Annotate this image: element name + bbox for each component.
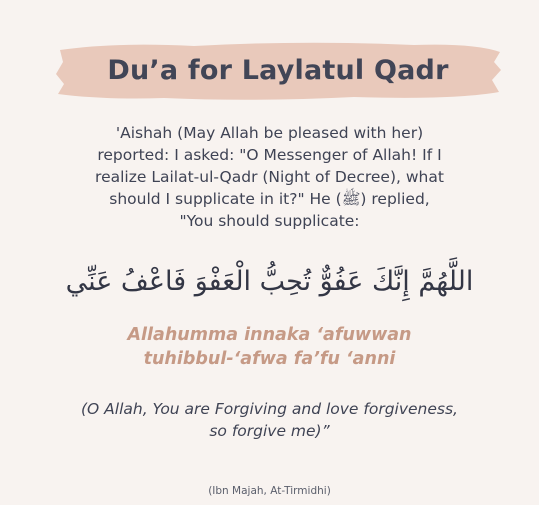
- translation-line: so forgive me)”: [209, 422, 330, 440]
- narration-line: realize Lailat-ul-Qadr (Night of Decree), what: [95, 168, 444, 186]
- translation-line: (O Allah, You are Forgiving and love forgiveness,: [80, 400, 458, 418]
- english-translation: [40, 398, 499, 442]
- transliteration-line: Allahumma innaka ‘afuwwan: [127, 325, 412, 345]
- transliteration-line: tuhibbul-‘afwa fa’fu ‘anni: [143, 349, 396, 369]
- narration-line: 'Aishah (May Allah be pleased with her): [115, 124, 424, 142]
- title-banner: [54, 40, 502, 102]
- transliteration: [40, 323, 499, 371]
- page-title: Du’a for Laylatul Qadr: [107, 55, 449, 86]
- arabic-dua: اللَّهُمَّ إِنَّكَ عَفُوٌّ تُحِبُّ الْعَفْوَ فَاعْفُ عَنِّي: [65, 266, 474, 297]
- narration-line: should I supplicate in it?" He (ﷺ) replied,: [109, 190, 430, 208]
- hadith-source: (Ibn Majah, At-Tirmidhi): [208, 485, 331, 497]
- narration-line: "You should supplicate:: [179, 212, 360, 230]
- narration-line: reported: I asked: "O Messenger of Allah! If I: [97, 146, 442, 164]
- hadith-narration: [40, 122, 499, 232]
